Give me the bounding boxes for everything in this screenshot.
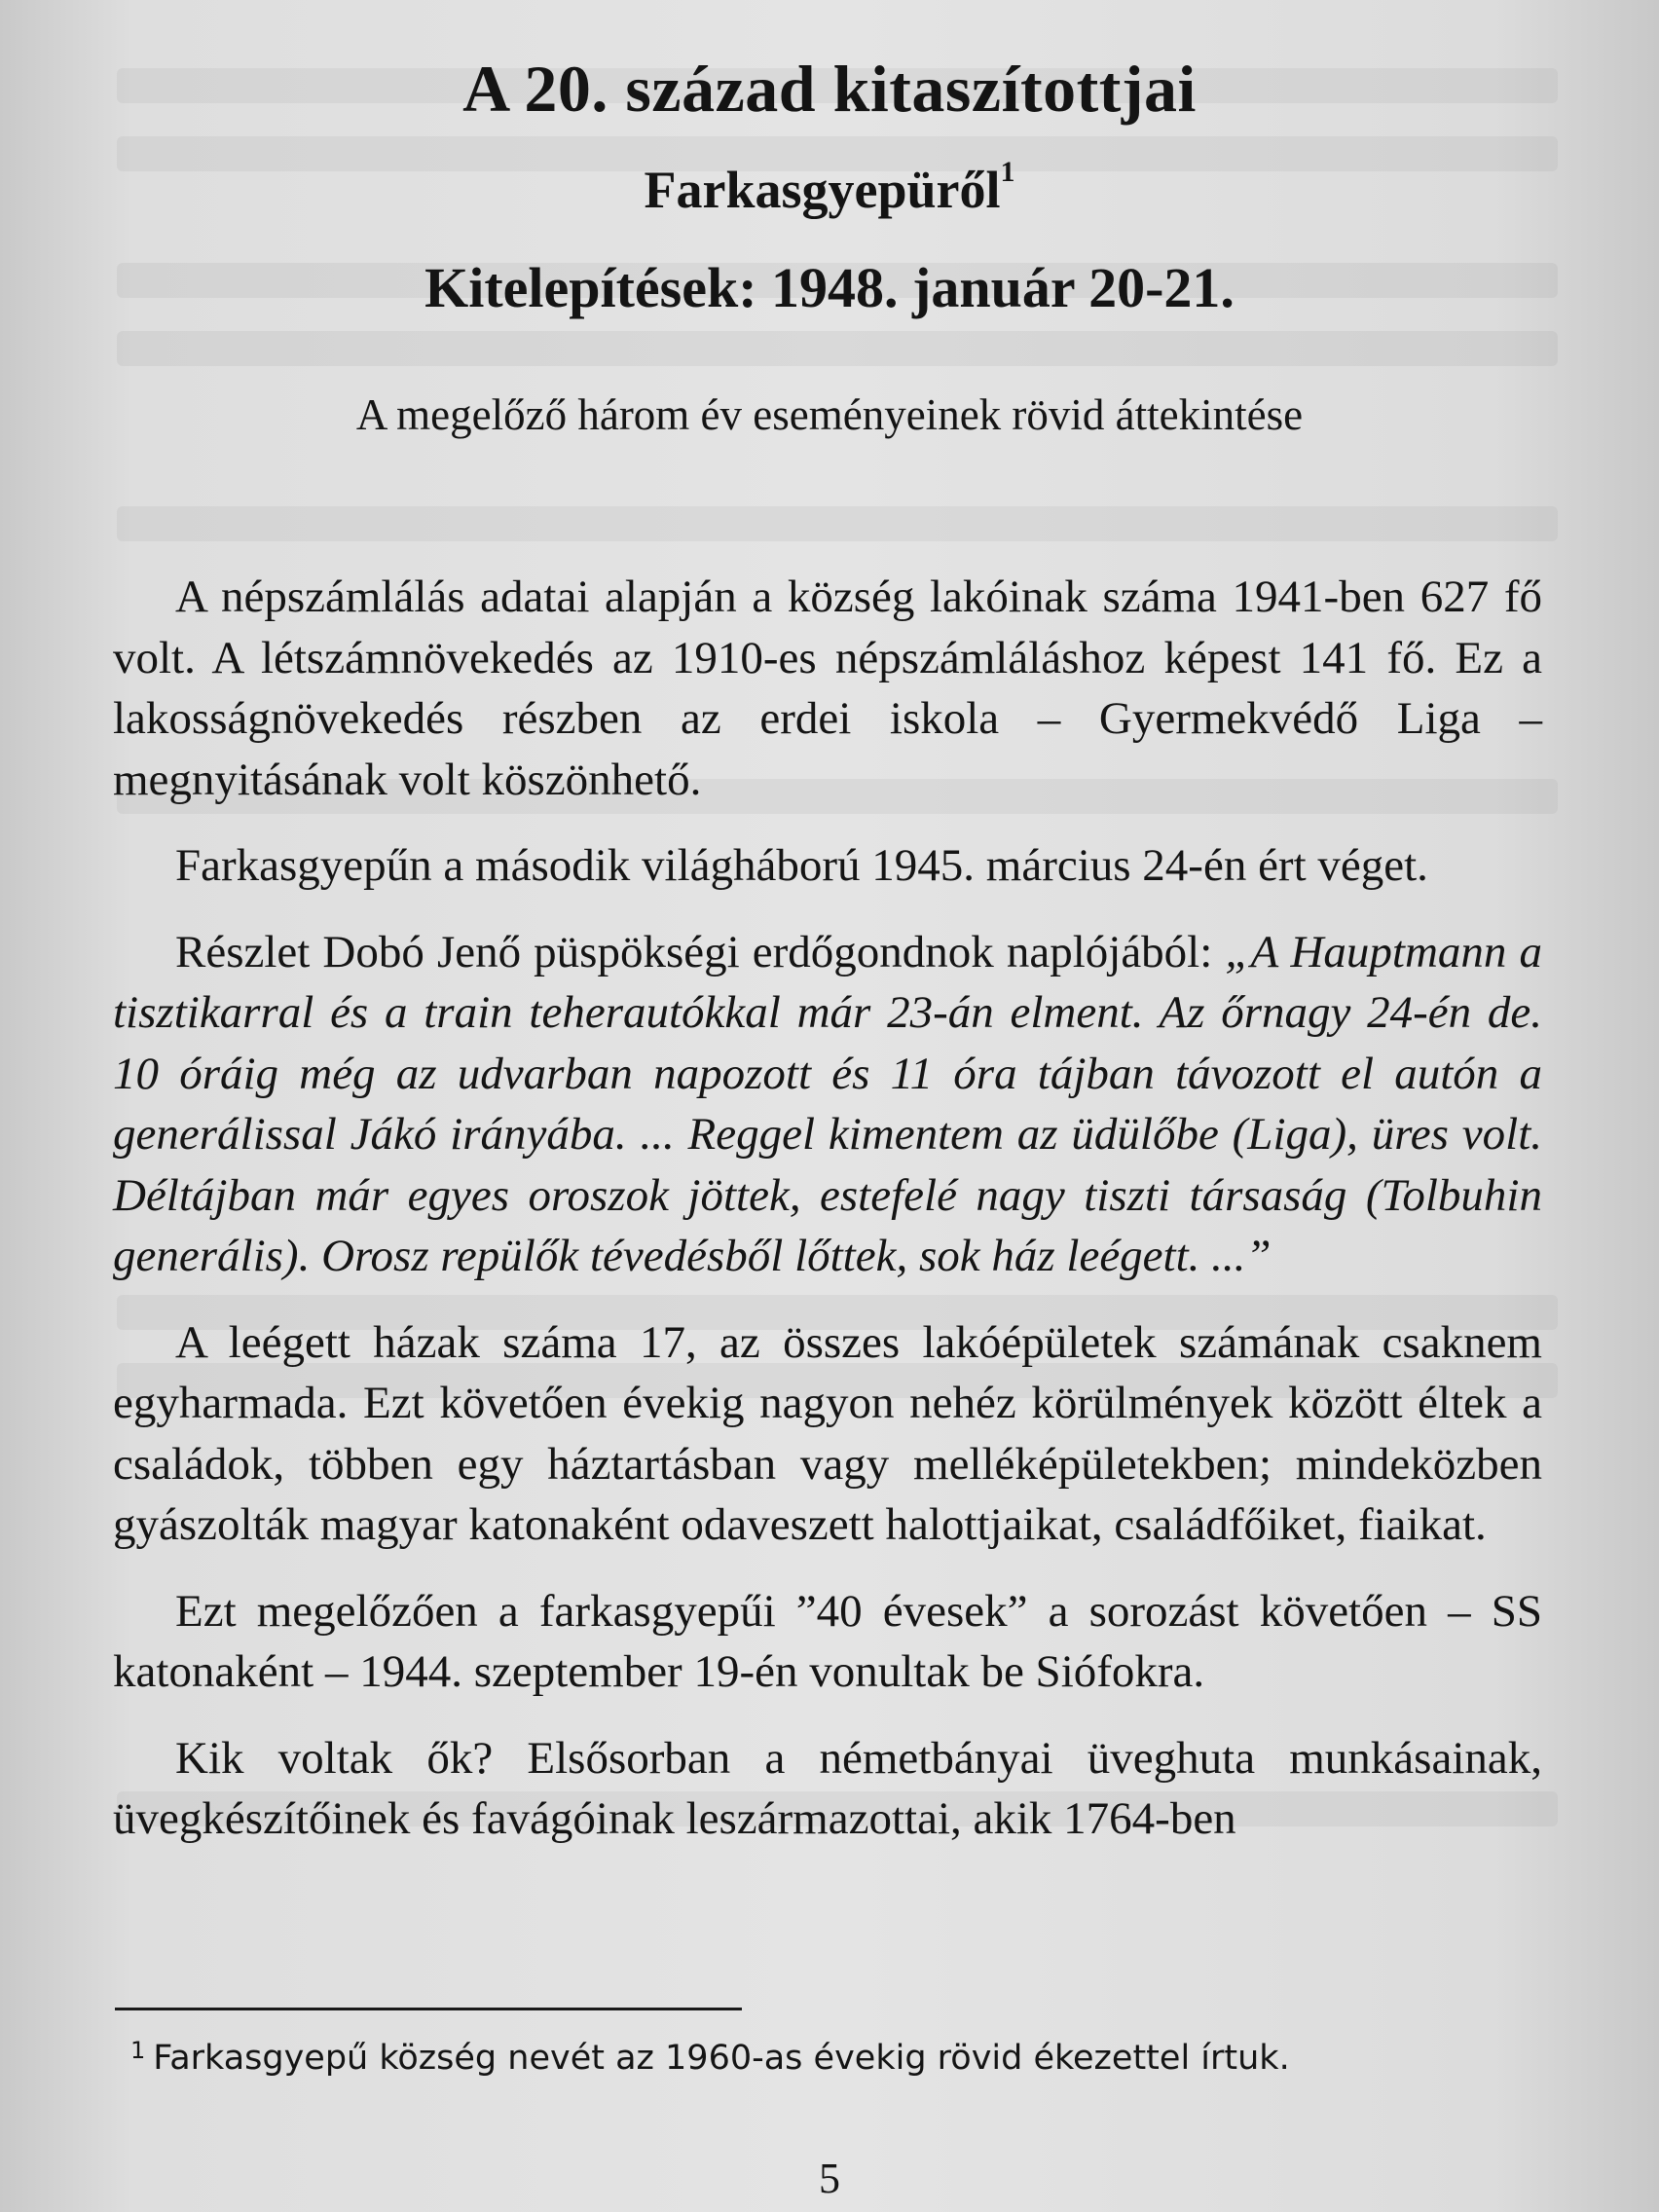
paragraph-burned-houses: A leégett házak száma 17, az összes lakóépületek számának csaknem egyharmada. Ezt követően évekig nagyon nehéz körülmények között éltek a családok, többen egy háztartásban vagy melléképületekben; mindeközben gyászolták magyar katonaként odaveszett halottjaikat, családfőiket, fiaikat. xyxy=(113,1316,1542,1550)
footnote-text: Farkasgyepű község nevét az 1960-as évekig rövid ékezettel írtuk. xyxy=(153,2039,1290,2078)
footnote-mark: 1 xyxy=(130,2037,146,2064)
footnote-reference: 1 xyxy=(1000,156,1015,188)
footnote-divider xyxy=(115,2008,742,2010)
paragraph-origins: Kik voltak ők? Elsősorban a németbányai üveghuta munkásainak, üvegkészítőinek és favágóinak leszármazottai, akik 1764-ben xyxy=(113,1732,1542,1844)
paragraph-diary-excerpt xyxy=(113,922,1542,1287)
page-title: A 20. század kitaszítottjai xyxy=(462,52,1197,126)
footnote xyxy=(130,2039,1513,2078)
page-number: 5 xyxy=(819,2155,840,2202)
diary-quote: „A Hauptmann a tisztikarral és a train teherautókkal már 23-án elment. Az őrnagy 24-én de. 10 óráig még az udvarban napozott és 11 óra tájban távozott el autón a generálissal Jákó irányába. ... Reggel kimentem az üdülőbe (Liga), üres volt. Déltájban már egyes oroszok jöttek, estefelé nagy tiszti társaság (Tolbuhin generális). Orosz repülők tévedésből lőttek, sok ház leégett. ...” xyxy=(113,926,1542,1281)
paragraph-ss-conscription: Ezt megelőzően a farkasgyepűi ”40 évesek” a sorozást követően – SS katonaként – 1944. szeptember 19-én vonultak be Siófokra. xyxy=(113,1585,1542,1697)
diary-lead: Részlet Dobó Jenő püspökségi erdőgondnok naplójából: xyxy=(175,926,1226,977)
subtitle-text: Farkasgyepüről xyxy=(644,161,1001,219)
resettlement-date-heading: Kitelepítések: 1948. január 20-21. xyxy=(424,256,1235,319)
page-subtitle xyxy=(0,156,1659,220)
paragraph-population: A népszámlálás adatai alapján a község lakóinak száma 1941-ben 627 fő volt. A létszámnövekedés az 1910-es népszámláláshoz képest 141 fő. Ez a lakosságnövekedés részben az erdei iskola – Gyermekvédő Liga – megnyitásának volt köszönhető. xyxy=(113,571,1542,805)
paragraph-war-end: Farkasgyepűn a második világháború 1945. március 24-én ért véget. xyxy=(175,840,1428,891)
body-text xyxy=(113,567,1542,1875)
section-intro: A megelőző három év eseményeinek rövid áttekintése xyxy=(355,390,1304,439)
